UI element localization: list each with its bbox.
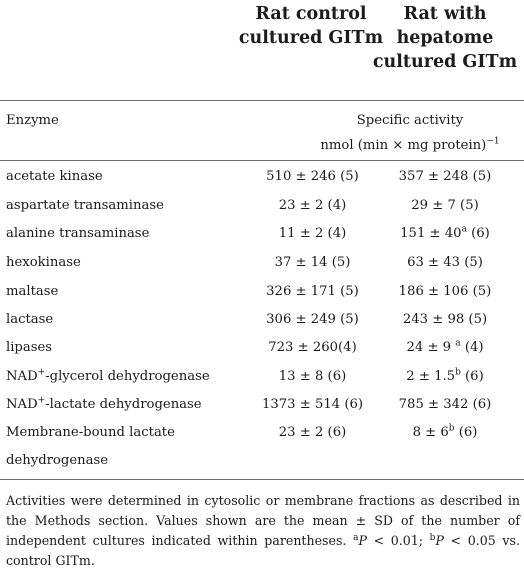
column-header-hepatome-line: hepatome — [396, 28, 494, 48]
table-footnote — [6, 491, 520, 571]
column-header-hepatome-line: Rat with — [403, 4, 487, 24]
enzyme-name: hexokinase — [6, 255, 81, 270]
footnote-p-symbol: P — [435, 533, 444, 548]
enzyme-name-suffix: -glycerol dehydrogenase — [45, 369, 210, 384]
footnote-b-marker: b — [429, 532, 436, 543]
control-value: 1373 ± 514 (6) — [261, 397, 364, 412]
control-value: 23 ± 2 (4) — [278, 198, 347, 213]
enzyme-name-suffix: -lactate dehydrogenase — [45, 397, 202, 412]
hepatome-value — [372, 339, 518, 357]
enzyme-name: Membrane-bound lactate — [6, 425, 175, 440]
control-value: 723 ± 260(4) — [268, 340, 357, 355]
table-bottom-rule — [0, 479, 524, 480]
hepatome-value: 243 ± 98 (5) — [402, 312, 488, 327]
hepatome-value-main: 24 ± 9 — [406, 340, 456, 355]
hepatome-value-count: (6) — [466, 226, 490, 241]
enzyme-name: acetate kinase — [6, 169, 103, 184]
column-header-control — [236, 2, 386, 50]
footnote-a-marker: a — [353, 532, 359, 543]
charge-superscript: + — [37, 395, 46, 406]
significance-marker: b — [448, 423, 455, 434]
significance-marker: a — [455, 338, 461, 349]
control-value: 11 ± 2 (4) — [278, 226, 347, 241]
control-value: 23 ± 2 (6) — [278, 425, 347, 440]
hepatome-value: 63 ± 43 (5) — [407, 255, 483, 270]
enzyme-name: alanine transaminase — [6, 226, 150, 241]
enzyme-name — [6, 368, 210, 386]
hepatome-value-count: (4) — [460, 340, 484, 355]
hepatome-value-main: 2 ± 1.5 — [406, 369, 456, 384]
enzyme-column-label: Enzyme — [6, 113, 59, 128]
enzyme-name-prefix: NAD — [6, 369, 38, 384]
enzyme-name: aspartate transaminase — [6, 198, 164, 213]
enzyme-name: maltase — [6, 284, 59, 299]
control-value: 306 ± 249 (5) — [266, 312, 359, 327]
hepatome-value: 785 ± 342 (6) — [398, 397, 492, 412]
hepatome-value: 29 ± 7 (5) — [411, 198, 479, 213]
hepatome-value-count: (6) — [454, 425, 478, 440]
hepatome-value-main: 8 ± 6 — [412, 425, 449, 440]
charge-superscript: + — [37, 367, 46, 378]
column-header-hepatome-line: cultured GITm — [372, 52, 518, 72]
hepatome-value — [372, 424, 518, 442]
significance-marker: b — [455, 367, 461, 378]
footnote-b-threshold: < 0.05 vs. control GITm. — [6, 533, 520, 568]
control-value: 510 ± 246 (5) — [266, 169, 359, 184]
footnote-p-symbol: P — [358, 533, 367, 548]
header-bottom-rule — [0, 160, 524, 161]
footnote-text: Activities were determined in cytosolic or membrane fractions as described in the Methods section. Values shown are the mean ± SD of the number of independent cultures indicated within parentheses. — [6, 493, 520, 548]
column-header-hepatome — [366, 2, 524, 74]
enzyme-name-prefix: NAD — [6, 397, 38, 412]
enzyme-name: lipases — [6, 340, 53, 355]
units-exponent: −1 — [486, 136, 500, 147]
enzyme-name-continued: dehydrogenase — [6, 453, 109, 468]
column-header-control-line: cultured GITm — [238, 28, 384, 48]
control-value: 37 ± 14 (5) — [274, 255, 351, 270]
enzyme-name — [6, 396, 202, 414]
column-header-control-line: Rat control — [255, 4, 367, 24]
hepatome-value: 186 ± 106 (5) — [398, 284, 492, 299]
hepatome-value: 357 ± 248 (5) — [398, 169, 492, 184]
units-text: nmol (min × mg protein) — [320, 138, 487, 153]
footnote-a-threshold: < 0.01; — [366, 533, 430, 548]
units-label — [300, 137, 520, 155]
hepatome-value-main: 151 ± 40 — [400, 226, 462, 241]
significance-marker: a — [461, 224, 467, 235]
header-top-rule — [0, 100, 524, 101]
hepatome-value-count: (6) — [460, 369, 484, 384]
control-value: 326 ± 171 (5) — [266, 284, 359, 299]
hepatome-value — [372, 225, 518, 243]
specific-activity-label: Specific activity — [356, 113, 464, 128]
enzyme-name: lactase — [6, 312, 54, 327]
control-value: 13 ± 8 (6) — [278, 369, 347, 384]
hepatome-value — [372, 368, 518, 386]
